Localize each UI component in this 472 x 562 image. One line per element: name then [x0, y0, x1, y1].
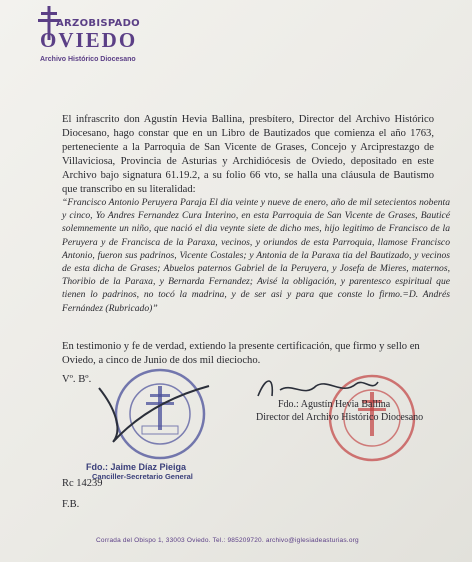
baptism-record-quote: “Francisco Antonio Peruyera Paraja El dia veinte y nueve de enero, año de mil setecientos nobenta y cinco, Yo Andres Fernandez Cura Interino, en esta Parroquia de San Vicente de Grases, Bauticé solemnemente un niño, que nació el dia veynte siete de dicho mes, hijo legitimo de Francisco de la Peruyera y de Francisca de la Paraxa, vecinos, y oriundos de esta Parroquia, llamose Francisco Antonio, fueron sus padrinos, Vicente Costales; y Antonia de la Paraxa tia del Bautizado, y vecinos de esta dicha de Grases; Abuelos paternos Gabriel de la Peruyera, y Josefa de Mieres, maternos, Thoribio de la Paraxa, y Bernarda Fernandez; Avisé la obligación, y parentesco espiritual que tienen lo padrinos, no tocó la madrina, y de ser asi y para que conste lo firmo.=D. Andrés Fernández (Rubricado)”	[62, 197, 450, 314]
registry-code: Rc 14239	[62, 478, 103, 489]
chancellor-signature	[95, 378, 215, 448]
letterhead-archivo: Archivo Histórico Diocesano	[40, 56, 136, 63]
director-role: Director del Archivo Histórico Diocesano	[256, 412, 424, 423]
footer-contact: Corrada del Obispo 1, 33003 Oviedo. Tel.: 985209720. archivo@iglesiadeasturias.org	[96, 537, 359, 544]
letterhead	[36, 4, 196, 70]
letterhead-arzobispado: ARZOBISPADO	[56, 18, 140, 29]
chancellor-name: Fdo.: Jaime Díaz Pieiga	[86, 462, 187, 472]
vb-mark: Vº. Bº.	[62, 374, 92, 385]
letterhead-oviedo: OVIEDO	[40, 28, 138, 52]
chancellor-role: Canciller-Secretario General	[92, 472, 193, 481]
closing-paragraph: En testimonio y fe de verdad, extiendo la presente certificación, que firmo y sello en Oviedo, a cinco de Junio de dos mil dieciocho.	[62, 341, 420, 366]
director-signature-block	[256, 398, 423, 424]
fb-initials: F.B.	[62, 499, 80, 510]
director-name: Fdo.: Agustín Hevia Ballina	[278, 399, 391, 410]
certification-paragraph: El infrascrito don Agustín Hevia Ballina, presbítero, Director del Archivo Histórico Diocesano, hago constar que en un Libro de Bautizados que comienza el año 1763, perteneciente a la Parroquia de San Vicente de Grases, Concejo y Arciprestazgo de Villaviciosa, Provincia de Asturias y Archidiócesis de Oviedo, depositado en este Archivo bajo signatura 61.19.2, a su folio 66 vto, se halla una cláusula de Bautismo que transcribo en su literalidad:	[62, 114, 434, 195]
